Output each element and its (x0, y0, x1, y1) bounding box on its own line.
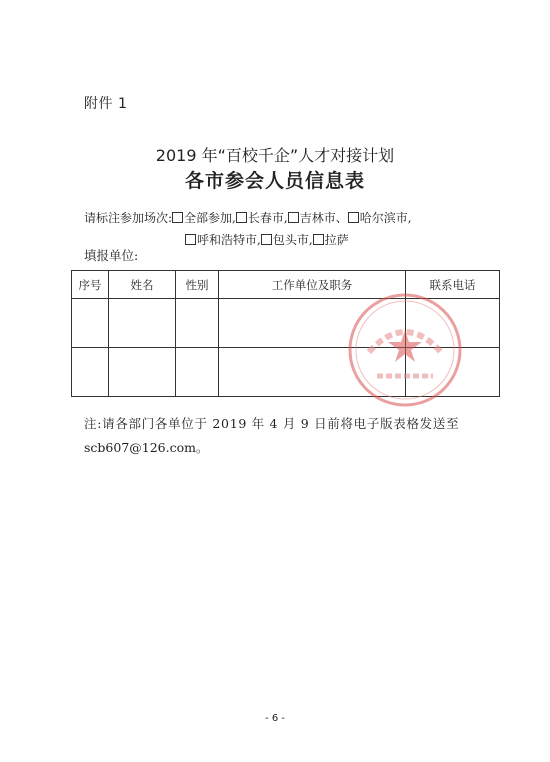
venue-label: 拉萨 (324, 233, 349, 247)
venue-prompt: 请标注参加场次: (84, 211, 173, 225)
checkbox-icon[interactable] (261, 234, 272, 245)
table-cell[interactable] (109, 348, 176, 397)
document-subtitle: 各市参会人员信息表 (184, 170, 365, 192)
header-gender: 性别 (176, 271, 219, 299)
venue-option-jilin[interactable] (288, 211, 348, 225)
checkbox-icon[interactable] (236, 212, 247, 223)
checkbox-icon[interactable] (185, 234, 196, 245)
fill-unit-label: 填报单位: (84, 248, 139, 263)
checkbox-icon[interactable] (348, 212, 359, 223)
venue-label: 包头市, (272, 233, 313, 247)
header-workplace-position: 工作单位及职务 (219, 271, 406, 299)
venue-option-harbin[interactable] (348, 211, 412, 225)
venue-option-hohhot[interactable] (185, 233, 261, 247)
table-cell[interactable] (72, 348, 109, 397)
submission-note (84, 412, 494, 460)
venue-label: 呼和浩特市, (197, 233, 261, 247)
venue-row-1 (84, 207, 484, 229)
note-line-1: 注:请各部门各单位于 2019 年 4 月 9 日前将电子版表格发送至 (84, 416, 460, 431)
venue-label: 吉林市、 (299, 211, 348, 225)
venue-option-baotou[interactable] (261, 233, 313, 247)
table-cell[interactable] (109, 299, 176, 348)
venue-label: 哈尔滨市, (359, 211, 412, 225)
checkbox-icon[interactable] (288, 212, 299, 223)
venue-selection (84, 207, 484, 251)
venue-option-all[interactable] (172, 211, 236, 225)
venue-label: 全部参加, (184, 211, 236, 225)
venue-row-2 (84, 229, 484, 251)
header-serial-number: 序号 (72, 271, 109, 299)
venue-option-lhasa[interactable] (313, 233, 349, 247)
venue-label: 长春市, (247, 211, 288, 225)
attachment-label: 附件 1 (84, 96, 128, 112)
table-cell[interactable] (176, 299, 219, 348)
venue-option-changchun[interactable] (236, 211, 288, 225)
table-cell[interactable] (72, 299, 109, 348)
note-email: scb607@126.com。 (84, 440, 209, 455)
official-seal-stamp (347, 292, 463, 408)
table-cell[interactable] (176, 348, 219, 397)
page-number: - 6 - (265, 713, 285, 724)
checkbox-icon[interactable] (313, 234, 324, 245)
header-contact-phone: 联系电话 (406, 271, 500, 299)
document-title: 2019 年“百校千企”人才对接计划 (155, 146, 395, 165)
checkbox-icon[interactable] (172, 212, 183, 223)
header-name: 姓名 (109, 271, 176, 299)
